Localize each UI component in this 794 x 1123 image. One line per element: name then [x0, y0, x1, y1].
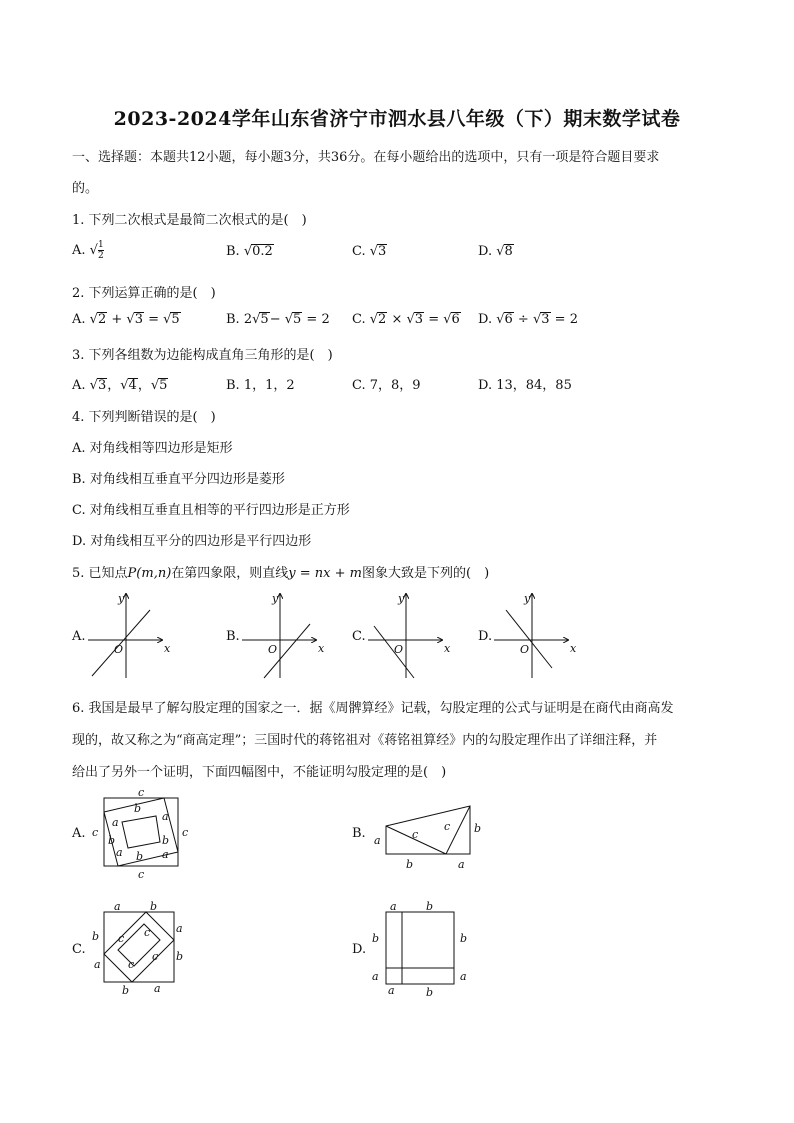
q5-stem: 5. 已知点P(m,n)在第四象限，则直线y = nx + m图象大致是下列的( ): [72, 566, 490, 581]
q6-figure-c: [88, 898, 198, 998]
svg-text:c: c: [144, 926, 151, 939]
q2-option-c: C. √2 × √3 = √6: [352, 312, 460, 327]
svg-text:y: y: [118, 592, 125, 605]
svg-text:c: c: [152, 950, 159, 963]
q5-label-a: A.: [72, 629, 86, 644]
q5-graph-d: [492, 588, 582, 680]
q1-d-radicand: 8: [504, 244, 513, 259]
svg-text:b: b: [108, 834, 116, 847]
q3-option-b: B. 1，1，2: [226, 378, 295, 393]
q4-stem: 4. 下列判断错误的是( ): [72, 410, 216, 425]
page-title: 2023-2024学年山东省济宁市泗水县八年级（下）期末数学试卷: [113, 108, 681, 130]
q5-label-b: B.: [226, 629, 240, 644]
svg-text:b: b: [474, 822, 482, 835]
q6-figure-b: [366, 796, 496, 876]
svg-text:a: a: [162, 810, 169, 823]
svg-text:c: c: [92, 826, 99, 839]
q4-option-a: A. 对角线相等四边形是矩形: [72, 441, 233, 456]
q1-option-b-label: B.: [226, 244, 240, 259]
q4-option-d: D. 对角线相互平分的四边形是平行四边形: [72, 534, 312, 549]
q4-option-c: C. 对角线相互垂直且相等的平行四边形是正方形: [72, 503, 350, 518]
q1-stem: 1. 下列二次根式是最简二次根式的是( ): [72, 213, 307, 228]
svg-text:a: a: [112, 816, 119, 829]
svg-text:c: c: [182, 826, 189, 839]
q5-graph-b: [240, 588, 330, 680]
q1-option-c-label: C.: [352, 244, 366, 259]
svg-text:b: b: [122, 984, 130, 997]
q2-stem: 2. 下列运算正确的是( ): [72, 286, 216, 301]
svg-text:c: c: [118, 932, 125, 945]
q6-label-d: D.: [352, 942, 367, 957]
q1-c-radicand: 3: [378, 244, 387, 259]
svg-text:b: b: [426, 986, 434, 999]
svg-text:c: c: [138, 868, 145, 881]
svg-text:a: a: [458, 858, 465, 871]
svg-text:y: y: [398, 592, 405, 605]
svg-text:a: a: [114, 900, 121, 913]
q5-label-d: D.: [478, 629, 493, 644]
q5-label-c: C.: [352, 629, 366, 644]
svg-text:b: b: [136, 850, 144, 863]
svg-text:b: b: [176, 950, 184, 963]
q6-stem-line1: 6. 我国是最早了解勾股定理的国家之一．据《周髀算经》记载，勾股定理的公式与证明是在商代由商高发: [72, 701, 674, 716]
q2-option-b: B. 2√5− √5 = 2: [226, 312, 330, 327]
q1-b-radicand: 0.2: [252, 244, 273, 259]
q5-point: P(m,n): [127, 566, 172, 581]
q1-option-a: [72, 240, 104, 261]
svg-text:O: O: [114, 643, 124, 656]
q6-label-a: A.: [72, 826, 86, 841]
svg-text:y: y: [524, 592, 531, 605]
svg-text:x: x: [444, 642, 451, 655]
q5-graph-a: [86, 588, 176, 680]
svg-text:b: b: [92, 930, 100, 943]
q4-option-b: B. 对角线相互垂直平分四边形是菱形: [72, 472, 285, 487]
svg-text:x: x: [570, 642, 577, 655]
q6-stem-line3: 给出了另外一个证明，下面四幅图中，不能证明勾股定理的是( ): [72, 765, 447, 780]
section-instructions-line1: 一、选择题：本题共12小题，每小题3分，共36分。在每小题给出的选项中，只有一项是符合题目要求: [72, 150, 660, 165]
svg-text:a: a: [176, 922, 183, 935]
svg-text:b: b: [372, 932, 380, 945]
svg-text:a: a: [162, 848, 169, 861]
svg-text:O: O: [268, 643, 278, 656]
svg-text:y: y: [272, 592, 279, 605]
q6-figure-a: [88, 786, 198, 882]
section-instructions-line2: 的。: [72, 181, 99, 196]
svg-text:a: a: [388, 984, 395, 997]
q3-option-a: A. √3，√4，√5: [72, 378, 168, 393]
svg-text:b: b: [460, 932, 468, 945]
q3-stem: 3. 下列各组数为边能构成直角三角形的是( ): [72, 348, 333, 363]
svg-text:b: b: [162, 834, 170, 847]
svg-text:c: c: [444, 820, 451, 833]
svg-text:c: c: [138, 786, 145, 799]
svg-text:x: x: [318, 642, 325, 655]
q1-option-d-label: D.: [478, 244, 493, 259]
svg-text:a: a: [116, 846, 123, 859]
svg-text:b: b: [134, 802, 142, 815]
q1-option-c: C. √3: [352, 244, 387, 259]
q6-stem-line2: 现的，故又称之为“商高定理”；三国时代的蒋铭祖对《蒋铭祖算经》内的勾股定理作出了详细注释，并: [72, 733, 658, 748]
q6-figure-d: [366, 898, 476, 1000]
svg-text:O: O: [394, 643, 404, 656]
q5-equation: y = nx + m: [288, 566, 362, 581]
svg-text:a: a: [94, 958, 101, 971]
svg-text:b: b: [406, 858, 414, 871]
q2-option-a: A. √2 + √3 = √5: [72, 312, 180, 327]
svg-text:a: a: [372, 970, 379, 983]
sqrt-icon: √: [89, 243, 98, 258]
q1-option-a-label: A.: [72, 243, 86, 258]
svg-text:a: a: [460, 970, 467, 983]
q3-option-c: C. 7，8，9: [352, 378, 421, 393]
q2-option-d: D. √6 ÷ √3 = 2: [478, 312, 578, 327]
q6-label-b: B.: [352, 826, 366, 841]
q5-graph-c: [366, 588, 456, 680]
svg-text:a: a: [390, 900, 397, 913]
svg-text:a: a: [154, 982, 161, 995]
q1-a-fraction: $\frac{1}{2}$: [97, 240, 104, 261]
q6-label-c: C.: [72, 942, 86, 957]
svg-text:c: c: [412, 828, 419, 841]
svg-text:b: b: [426, 900, 434, 913]
svg-text:x: x: [164, 642, 171, 655]
svg-text:a: a: [374, 834, 381, 847]
q3-option-d: D. 13，84，85: [478, 378, 572, 393]
q1-option-d: D. √8: [478, 244, 513, 259]
svg-text:b: b: [150, 900, 158, 913]
svg-text:O: O: [520, 643, 530, 656]
svg-text:c: c: [128, 958, 135, 971]
q1-option-b: B. √0.2: [226, 244, 273, 259]
